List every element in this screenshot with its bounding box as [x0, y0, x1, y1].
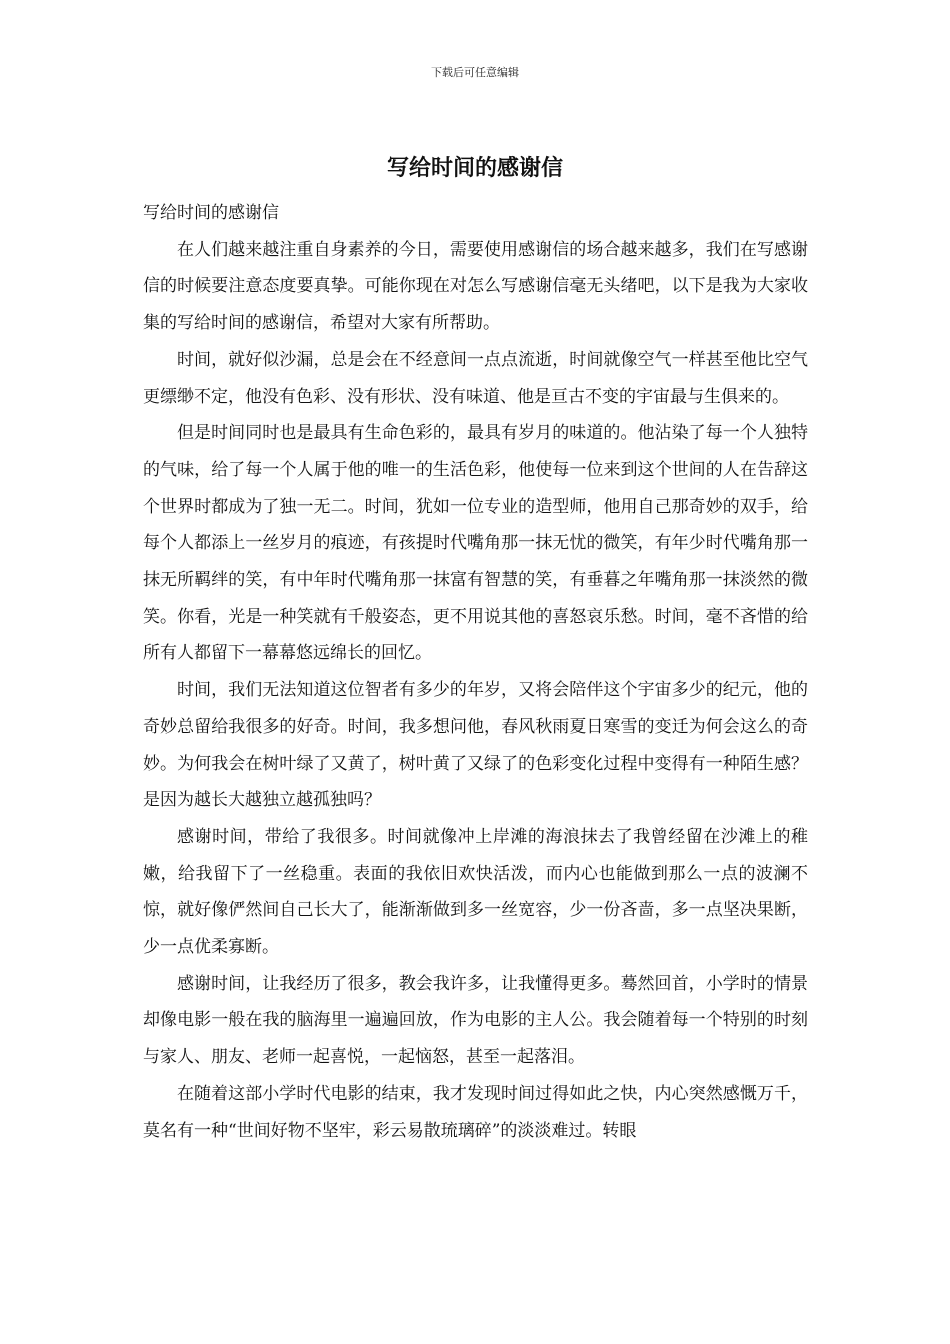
document-title: 写给时间的感谢信	[386, 155, 563, 181]
header-note: 下载后可任意编辑	[431, 66, 519, 79]
paragraph: 在随着这部小学时代电影的结束，我才发现时间过得如此之快，内心突然感慨万千，莫名有一种“世间好物不坚牢，彩云易散琉璃碎”的淡淡难过。转眼	[143, 1083, 808, 1141]
paragraph: 但是时间同时也是最具有生命色彩的，最具有岁月的味道的。他沾染了每一个人独特的气味，给了每一个人属于他的唯一的生活色彩，他使每一位来到这个世间的人在告辞这个世界时都成为了独一无二。时间，犹如一位专业的造型师，他用自己那奇妙的双手，给每个人都添上一丝岁月的痕迹，有孩提时代嘴角那一抹无忧的微笑，有年少时代嘴角那一抹无所羁绊的笑，有中年时代嘴角那一抹富有智慧的笑，有垂暮之年嘴角那一抹淡然的微笑。你看，光是一种笑就有千般姿态，更不用说其他的喜怒哀乐愁。时间，毫不吝惜的给所有人都留下一幕幕悠远绵长的回忆。	[143, 423, 808, 664]
document-body	[143, 195, 808, 1149]
paragraph: 感谢时间，带给了我很多。时间就像冲上岸滩的海浪抹去了我曾经留在沙滩上的稚嫩，给我留下了一丝稳重。表面的我依旧欢快活泼，而内心也能做到那么一点的波澜不惊，就好像俨然间自己长大了，能渐渐做到多一丝宽容，少一份吝啬，多一点坚决果断，少一点优柔寡断。	[143, 826, 808, 958]
paragraph: 在人们越来越注重自身素养的今日，需要使用感谢信的场合越来越多，我们在写感谢信的时候要注意态度要真挚。可能你现在对怎么写感谢信毫无头绪吧，以下是我为大家收集的写给时间的感谢信，希望对大家有所帮助。	[143, 239, 808, 334]
paragraph: 感谢时间，让我经历了很多，教会我许多，让我懂得更多。蓦然回首，小学时的情景却像电影一般在我的脑海里一遍遍回放，作为电影的主人公。我会随着每一个特别的时刻与家人、朋友、老师一起喜悦，一起恼怒，甚至一起落泪。	[143, 973, 808, 1068]
document-subtitle: 写给时间的感谢信	[143, 203, 279, 223]
paragraph: 时间，就好似沙漏，总是会在不经意间一点点流逝，时间就像空气一样甚至他比空气更缥缈不定，他没有色彩、没有形状、没有味道、他是亘古不变的宇宙最与生俱来的。	[143, 349, 808, 407]
paragraph: 时间，我们无法知道这位智者有多少的年岁，又将会陪伴这个宇宙多少的纪元，他的奇妙总留给我很多的好奇。时间，我多想问他，春风秋雨夏日寒雪的变迁为何会这么的奇妙。为何我会在树叶绿了又黄了，树叶黄了又绿了的色彩变化过程中变得有一种陌生感？是因为越长大越独立越孤独吗？	[143, 680, 808, 811]
